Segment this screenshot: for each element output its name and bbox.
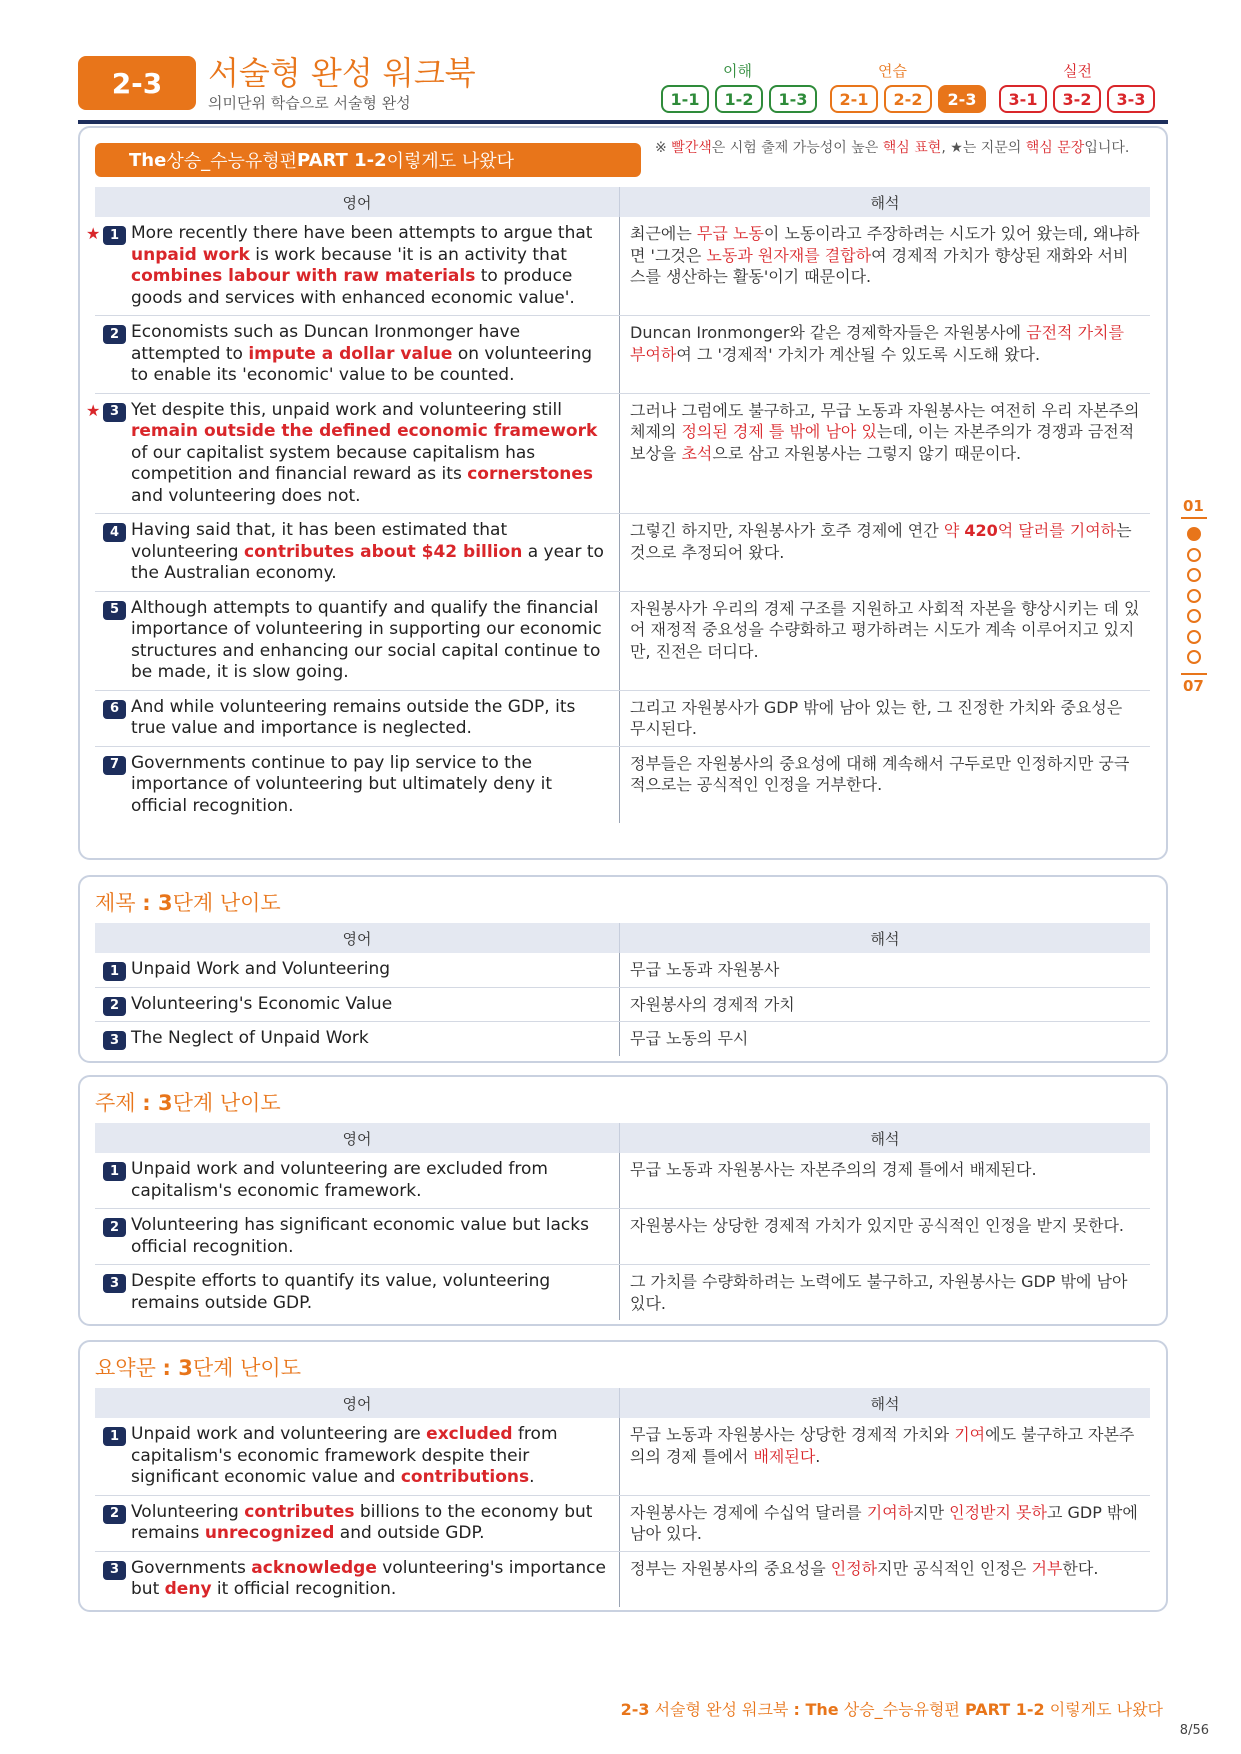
step-tab-3-3[interactable]: 3-3 bbox=[1107, 85, 1155, 113]
theme-section bbox=[78, 1075, 1168, 1326]
english-cell: 4 Having said that, it has been estimated that volunteering contributes about $42 billion a year to the Australian economy. bbox=[95, 514, 619, 591]
page-dot-icon[interactable] bbox=[1187, 589, 1201, 603]
footer-title: 2-3 서술형 완성 워크북 : The 상승_수능유형편 PART 1-2 이렇게도 나왔다 bbox=[620, 1700, 1163, 1719]
col-korean: 해석 bbox=[619, 187, 1150, 217]
key-expression-ko: 기여 bbox=[954, 1425, 986, 1444]
col-english: 영어 bbox=[342, 1129, 372, 1148]
english-cell: 5 Although attempts to quantify and qualify the financial importance of volunteering in supporting our economic structures and enhancing our social capital continue to be made, it is slow going. bbox=[95, 592, 619, 690]
english-cell: 2 Volunteering's Economic Value bbox=[95, 988, 619, 1022]
korean-cell: 무급 노동과 자원봉사는 자본주의의 경제 틀에서 배제된다. bbox=[619, 1153, 1150, 1208]
title-table bbox=[95, 923, 1150, 1056]
sentence-number: 5 bbox=[103, 601, 126, 620]
step-tab-3-2[interactable]: 3-2 bbox=[1053, 85, 1101, 113]
table-row bbox=[95, 1418, 1150, 1496]
key-expression: contributes about $42 billion bbox=[244, 541, 523, 562]
step-tab-2-1[interactable]: 2-1 bbox=[830, 85, 878, 113]
sentence-number: 2 bbox=[103, 325, 126, 344]
sentence-number: 3 bbox=[103, 1031, 126, 1050]
key-expression-ko: 420 bbox=[964, 521, 998, 540]
table-header bbox=[95, 187, 1150, 217]
sentence-number: 3 bbox=[103, 1561, 126, 1580]
table-row bbox=[95, 316, 1150, 394]
table-row bbox=[95, 1552, 1150, 1607]
table-row bbox=[95, 691, 1150, 747]
sentence-number: 2 bbox=[103, 1505, 126, 1524]
korean-cell: Duncan Ironmonger와 같은 경제학자들은 자원봉사에 금전적 가치를 부여하여 그 '경제적' 가치가 계산될 수 있도록 시도해 왔다. bbox=[619, 316, 1150, 393]
korean-cell: 정부는 자원봉사의 중요성을 인정하지만 공식적인 인정은 거부한다. bbox=[619, 1552, 1150, 1607]
key-expression: impute a dollar value bbox=[248, 343, 453, 364]
key-expression-ko: 약 bbox=[943, 521, 965, 540]
table-header bbox=[95, 1123, 1150, 1153]
sentence-number: 3 bbox=[103, 403, 126, 422]
korean-cell: 무급 노동의 무시 bbox=[619, 1022, 1150, 1056]
key-expression: unrecognized bbox=[204, 1523, 335, 1543]
key-expression-ko: 인정받지 못하 bbox=[949, 1502, 1047, 1522]
page-title: 서술형 완성 워크북 bbox=[208, 54, 476, 92]
level-label-understand: 이해 bbox=[723, 62, 752, 80]
page-subtitle: 의미단위 학습으로 서술형 완성 bbox=[208, 94, 411, 112]
table-row bbox=[95, 514, 1150, 592]
table-header bbox=[95, 923, 1150, 953]
summary-table bbox=[95, 1388, 1150, 1607]
table-row bbox=[95, 592, 1150, 691]
korean-cell: 무급 노동과 자원봉사는 상당한 경제적 가치와 기여에도 불구하고 자본주의의 경제 틀에서 배제된다. bbox=[619, 1418, 1150, 1495]
step-tab-2-3[interactable]: 2-3 bbox=[938, 85, 986, 113]
english-cell: 2 Volunteering has significant economic value but lacks official recognition. bbox=[95, 1209, 619, 1264]
sentence-number: 1 bbox=[103, 1162, 126, 1181]
key-expression-ko: 무급 노동 bbox=[696, 224, 764, 243]
korean-cell: 그리고 자원봉사가 GDP 밖에 남아 있는 한, 그 진정한 가치와 중요성은 무시된다. bbox=[619, 691, 1150, 746]
english-cell: 3 Governments acknowledge volunteering's importance but deny it official recognition. bbox=[95, 1552, 619, 1607]
step-tab-2-2[interactable]: 2-2 bbox=[884, 85, 932, 113]
theme-table bbox=[95, 1123, 1150, 1320]
korean-cell: 자원봉사는 경제에 수십억 달러를 기여하지만 인정받지 못하고 GDP 밖에 남아 있다. bbox=[619, 1496, 1150, 1551]
table-row bbox=[95, 953, 1150, 988]
step-tab-3-1[interactable]: 3-1 bbox=[999, 85, 1047, 113]
title-section bbox=[78, 875, 1168, 1063]
col-korean: 해석 bbox=[619, 1123, 1150, 1153]
header-divider bbox=[78, 120, 1168, 124]
sentence-number: 1 bbox=[103, 962, 126, 981]
passage-table bbox=[86, 187, 1150, 823]
sentence-number: 4 bbox=[103, 523, 126, 542]
key-expression-ko: 정의된 경제 틀 밖에 남아 있 bbox=[681, 422, 877, 441]
key-expression: excluded bbox=[426, 1424, 513, 1444]
english-cell: ★ 1 More recently there have been attempts to argue that unpaid work is work because 'it is an activity that combines labour with raw materials to produce goods and services with enhanced economic value'. bbox=[86, 223, 593, 308]
english-cell: 3 The Neglect of Unpaid Work bbox=[95, 1022, 619, 1056]
table-row bbox=[95, 1265, 1150, 1320]
page-dot-icon[interactable] bbox=[1187, 548, 1201, 562]
col-korean: 해석 bbox=[619, 1388, 1150, 1418]
page-dot-icon[interactable] bbox=[1187, 630, 1201, 644]
english-cell: 2 Economists such as Duncan Ironmonger have attempted to impute a dollar value on volunteering to enable its 'economic' value to be counted. bbox=[95, 316, 619, 393]
page-dot-icon[interactable] bbox=[1187, 568, 1201, 582]
korean-cell: 정부들은 자원봉사의 중요성에 대해 계속해서 구두로만 인정하지만 궁극적으로는 공식적인 인정을 거부한다. bbox=[619, 747, 1150, 824]
english-cell: 6 And while volunteering remains outside the GDP, its true value and importance is neglected. bbox=[95, 691, 619, 746]
level-label-actual: 실전 bbox=[1063, 62, 1092, 80]
key-expression-ko: 인정하 bbox=[830, 1558, 878, 1578]
title-heading: 제목 : 3단계 난이도 bbox=[95, 891, 281, 915]
sentence-number: 7 bbox=[103, 756, 126, 775]
key-expression-ko: 초석 bbox=[681, 443, 713, 463]
korean-cell: 그 가치를 수량화하려는 노력에도 불구하고, 자원봉사는 GDP 밖에 남아 있다. bbox=[619, 1265, 1150, 1320]
key-expression-ko: 배제된다 bbox=[753, 1446, 816, 1466]
english-cell: 7 Governments continue to pay lip service to the importance of volunteering but ultimately deny it official recognition. bbox=[95, 747, 619, 824]
key-expression: deny bbox=[164, 1579, 212, 1599]
page-number: 8/56 bbox=[1179, 1723, 1209, 1738]
key-expression-ko: 기여하 bbox=[866, 1502, 914, 1522]
sentence-number: 6 bbox=[103, 700, 126, 719]
lesson-badge: 2-3 bbox=[78, 56, 196, 110]
table-row bbox=[86, 217, 1150, 316]
key-expression: contributes bbox=[244, 1501, 355, 1522]
sentence-number: 2 bbox=[103, 1218, 126, 1237]
sentence-number: 1 bbox=[103, 1427, 126, 1446]
side-nav-start: 01 bbox=[1183, 497, 1204, 515]
source-banner: The 상승_수능유형편 PART 1-2 이렇게도 나왔다 bbox=[95, 143, 641, 177]
korean-cell: 그렇긴 하지만, 자원봉사가 호주 경제에 연간 약 420억 달러를 기여하는 것으로 추정되어 왔다. bbox=[619, 514, 1150, 591]
english-cell: 1 Unpaid work and volunteering are excluded from capitalism's economic framework despite their significant economic value and contributions. bbox=[95, 1418, 619, 1495]
korean-cell: 자원봉사의 경제적 가치 bbox=[619, 988, 1150, 1022]
step-tab-1-3[interactable]: 1-3 bbox=[769, 85, 817, 113]
page-dot-icon[interactable] bbox=[1187, 609, 1201, 623]
theme-heading: 주제 : 3단계 난이도 bbox=[95, 1091, 281, 1115]
key-expression-ko: 금전적 가치를 부여하 bbox=[630, 323, 1124, 364]
side-nav-line-top bbox=[1181, 517, 1207, 519]
col-english: 영어 bbox=[342, 929, 372, 948]
key-expression-ko: 노동과 원자재를 결합하 bbox=[706, 245, 872, 265]
col-english: 영어 bbox=[342, 193, 372, 212]
key-expression: contributions bbox=[400, 1467, 530, 1487]
table-row bbox=[95, 1153, 1150, 1209]
page-dot-icon[interactable] bbox=[1187, 650, 1201, 664]
key-expression: unpaid work bbox=[131, 244, 250, 265]
summary-section bbox=[78, 1340, 1168, 1612]
key-expression: combines labour with raw materials bbox=[131, 266, 476, 286]
summary-heading: 요약문 : 3단계 난이도 bbox=[95, 1356, 301, 1380]
sentence-number: 3 bbox=[103, 1274, 126, 1293]
step-tab-1-1[interactable]: 1-1 bbox=[661, 85, 709, 113]
english-cell: 2 Volunteering contributes billions to the economy but remains unrecognized and outside GDP. bbox=[95, 1496, 619, 1551]
col-english: 영어 bbox=[342, 1394, 372, 1413]
korean-cell: 자원봉사가 우리의 경제 구조를 지원하고 사회적 자본을 향상시키는 데 있어 재정적 중요성을 수량화하고 평가하려는 시도가 계속 이루어지고 있지만, 진전은 더디다. bbox=[619, 592, 1150, 690]
table-row bbox=[95, 1209, 1150, 1265]
star-icon: ★ bbox=[86, 224, 101, 243]
key-expression: acknowledge bbox=[251, 1557, 377, 1578]
side-nav-end: 07 bbox=[1183, 677, 1204, 695]
english-cell: 3 Despite efforts to quantify its value, volunteering remains outside GDP. bbox=[95, 1265, 619, 1320]
korean-cell: 최근에는 무급 노동이 노동이라고 주장하려는 시도가 있어 왔는데, 왜냐하면 '그것은 노동과 원자재를 결합하여 경제적 가치가 향상된 재화와 서비스를 생산하는 활동'이기 때문이다. bbox=[619, 217, 1150, 315]
key-expression: cornerstones bbox=[467, 464, 594, 484]
key-expression: remain outside the defined economic framework bbox=[131, 421, 598, 441]
english-cell: ★ 3 Yet despite this, unpaid work and volunteering still remain outside the defined economic framework of our capitalist system because capitalism has competition and financial reward as its cornerstones and volunteering does not. bbox=[86, 399, 598, 506]
english-cell: 1 Unpaid Work and Volunteering bbox=[95, 953, 619, 987]
col-korean: 해석 bbox=[619, 923, 1150, 953]
korean-cell: 그러나 그럼에도 불구하고, 무급 노동과 자원봉사는 여전히 우리 자본주의 체제의 정의된 경제 틀 밖에 남아 있는데, 이는 자본주의가 경쟁과 금전적 보상을 초석으로 삼고 자원봉사는 그렇지 않기 때문이다. bbox=[619, 394, 1150, 514]
page-dot-icon[interactable] bbox=[1187, 527, 1201, 541]
key-expression-ko: 억 달러를 기여하 bbox=[997, 521, 1117, 540]
english-cell: 1 Unpaid work and volunteering are excluded from capitalism's economic framework. bbox=[95, 1153, 619, 1208]
level-label-practice: 연습 bbox=[878, 62, 907, 80]
legend-note: ※ 빨간색은 시험 출제 가능성이 높은 핵심 표현, ★는 지문의 핵심 문장입니다. bbox=[655, 140, 1130, 156]
table-row bbox=[95, 988, 1150, 1023]
step-tab-1-2[interactable]: 1-2 bbox=[715, 85, 763, 113]
table-row bbox=[95, 1022, 1150, 1056]
table-row bbox=[95, 1496, 1150, 1552]
korean-cell: 자원봉사는 상당한 경제적 가치가 있지만 공식적인 인정을 받지 못한다. bbox=[619, 1209, 1150, 1264]
table-header bbox=[95, 1388, 1150, 1418]
table-row bbox=[95, 747, 1150, 824]
table-row bbox=[86, 394, 1150, 515]
sentence-number: 1 bbox=[103, 226, 126, 245]
korean-cell: 무급 노동과 자원봉사 bbox=[619, 953, 1150, 987]
star-icon: ★ bbox=[86, 400, 101, 420]
sentence-number: 2 bbox=[103, 997, 126, 1016]
passage-section bbox=[78, 126, 1168, 860]
key-expression-ko: 거부 bbox=[1031, 1558, 1063, 1578]
side-nav-line-bottom bbox=[1181, 673, 1207, 675]
